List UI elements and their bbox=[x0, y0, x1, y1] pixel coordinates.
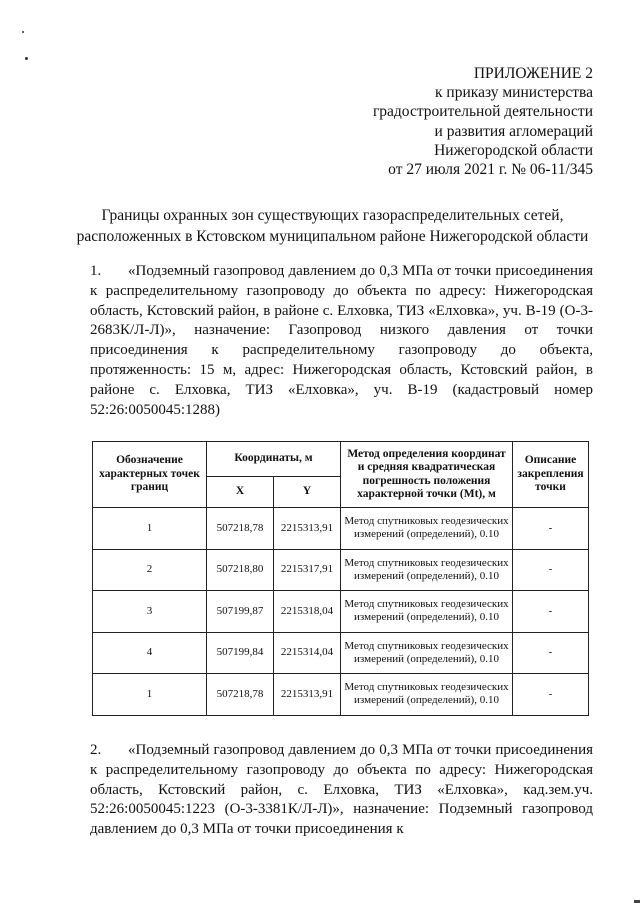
cell-y: 2215313,91 bbox=[274, 674, 341, 716]
cell-description: - bbox=[513, 508, 589, 550]
document-title bbox=[60, 205, 605, 247]
scan-speck bbox=[22, 31, 24, 33]
section-2-text: «Подземный газопровод давлением до 0,3 МПа от точки присоединения к распределительному газопроводу до объекта по адресу: Нижегородская область, Кстовский район, с. Елховка, ТИЗ «Елховка», кад.зем.уч. 52:26:0050045:1223 (О-3-3381К/Л-Л)», назначение: Подземный газопровод давлением до 0,3 МПа от точки присоединения к bbox=[90, 742, 593, 838]
document-title-line: расположенных в Кстовском муниципальном районе Нижегородской области bbox=[76, 228, 589, 245]
cell-y: 2215317,91 bbox=[274, 549, 341, 591]
scan-edge-mark bbox=[634, 900, 640, 903]
cell-point: 3 bbox=[93, 591, 207, 633]
cell-method: Метод спутниковых геодезических измерений (определений), 0.10 bbox=[341, 591, 513, 633]
cell-description: - bbox=[513, 674, 589, 716]
appendix-line: Нижегородской области bbox=[434, 141, 593, 159]
cell-method: Метод спутниковых геодезических измерений (определений), 0.10 bbox=[341, 549, 513, 591]
appendix-line: градостроительной деятельности bbox=[372, 103, 593, 121]
header-method: Метод определения координат и средняя квадратическая погрешность положения характерной точки (Mt), м bbox=[341, 442, 513, 508]
appendix-line: к приказу министерства bbox=[435, 84, 593, 102]
header-point: Обозначение характерных точек границ bbox=[93, 442, 207, 508]
table-row bbox=[93, 632, 589, 674]
cell-x: 507218,78 bbox=[207, 674, 274, 716]
section-1-text: «Подземный газопровод давлением до 0,3 МПа от точки присоединения к распределительному газопроводу до объекта по адресу: Нижегородская область, Кстовский район, в районе с. Елховка, ТИЗ «Елховка», уч. В-19 (О-3-2683К/Л-Л)», назначение: Газопровод низкого давления от точки присоединения к распределительному газопроводу до объекта, протяженность: 15 м, адрес: Нижегородская область, Кстовский район, в районе с. Елховка, ТИЗ «Елховка», уч. В-19 (кадастровый номер 52:26:0050045:1288) bbox=[90, 263, 593, 418]
scan-speck bbox=[25, 57, 28, 60]
header-description: Описание закрепления точки bbox=[513, 442, 589, 508]
cell-x: 507218,78 bbox=[207, 508, 274, 550]
header-x: X bbox=[207, 477, 274, 508]
cell-description: - bbox=[513, 591, 589, 633]
cell-point: 4 bbox=[93, 632, 207, 674]
section-2-number: 2. bbox=[90, 742, 102, 758]
cell-method: Метод спутниковых геодезических измерений (определений), 0.10 bbox=[341, 632, 513, 674]
appendix-date: от 27 июля 2021 г. № 06-11/345 bbox=[388, 161, 593, 179]
header-y: Y bbox=[274, 477, 341, 508]
header-coordinates: Координаты, м bbox=[207, 442, 341, 477]
cell-y: 2215313,91 bbox=[274, 508, 341, 550]
cell-point: 1 bbox=[93, 508, 207, 550]
cell-point: 2 bbox=[93, 549, 207, 591]
document-title-line: Границы охранных зон существующих газораспределительных сетей, bbox=[101, 207, 564, 224]
cell-y: 2215318,04 bbox=[274, 591, 341, 633]
appendix-header bbox=[293, 64, 593, 179]
table-row bbox=[93, 508, 589, 550]
cell-method: Метод спутниковых геодезических измерений (определений), 0.10 bbox=[341, 674, 513, 716]
cell-description: - bbox=[513, 632, 589, 674]
cell-y: 2215314,04 bbox=[274, 632, 341, 674]
cell-method: Метод спутниковых геодезических измерений (определений), 0.10 bbox=[341, 508, 513, 550]
table-row bbox=[93, 549, 589, 591]
appendix-line: и развития агломераций bbox=[434, 122, 593, 140]
cell-x: 507199,87 bbox=[207, 591, 274, 633]
table-header-row bbox=[93, 442, 589, 477]
cell-x: 507218,80 bbox=[207, 549, 274, 591]
cell-point: 1 bbox=[93, 674, 207, 716]
section-1-number: 1. bbox=[90, 263, 102, 279]
cell-x: 507199,84 bbox=[207, 632, 274, 674]
coordinates-table bbox=[92, 441, 589, 716]
section-2-paragraph bbox=[90, 741, 593, 840]
table-row bbox=[93, 674, 589, 716]
cell-description: - bbox=[513, 549, 589, 591]
section-1-paragraph bbox=[90, 262, 593, 420]
table-row bbox=[93, 591, 589, 633]
appendix-title: ПРИЛОЖЕНИЕ 2 bbox=[473, 65, 593, 82]
